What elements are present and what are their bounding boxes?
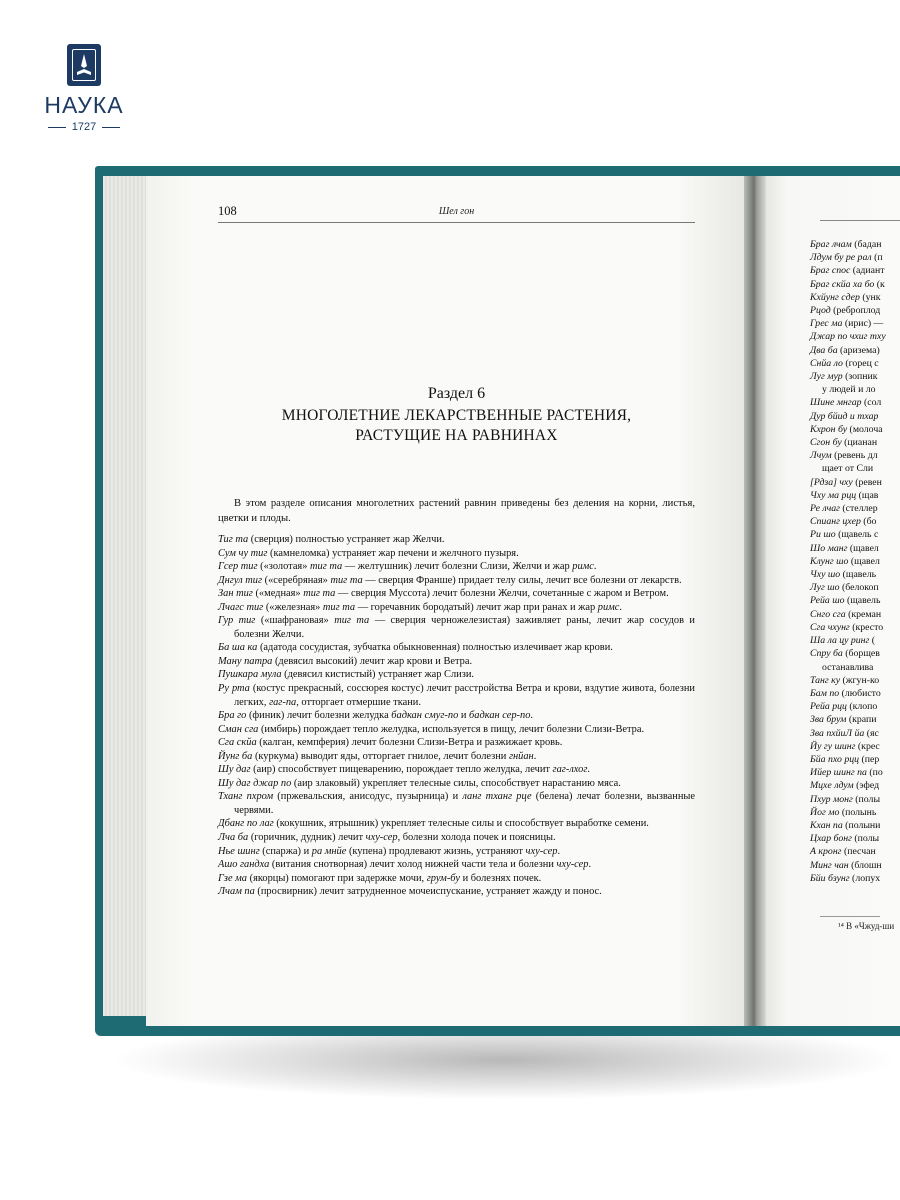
- right-page-line: Клунг шо (щавел: [810, 555, 880, 567]
- right-page-line: Ша ла цу ринг (: [810, 635, 876, 647]
- plant-entry: Гсер тиг («золотая» тиг та — желтушник) лечит болезни Слизи, Желчи и жар римс.: [218, 561, 597, 573]
- right-page-line: Рцод (реброплод: [810, 305, 881, 317]
- right-page-line: [Рдза] чху (ревен: [810, 476, 882, 488]
- right-page-line: Рейа рцц (клопо: [810, 701, 878, 713]
- page-edges: [103, 176, 148, 1016]
- section-title-line-1: МНОГОЛЕТНИЕ ЛЕКАРСТВЕННЫЕ РАСТЕНИЯ,: [281, 407, 632, 424]
- plant-entry: Пушкара мула (девясил кистистый) устраняет жар Слизи.: [218, 669, 474, 681]
- plant-entry: Лчам па (просвирник) лечит затрудненное мочеиспускание, устраняет жажду и понос.: [218, 886, 602, 898]
- publisher-year: 1727: [71, 121, 97, 133]
- right-page-line: Ре лчаг (стеллер: [810, 503, 878, 515]
- right-page-line: Зва брум (крапи: [810, 714, 877, 726]
- right-page-line: Сга чхунг (кресто: [810, 621, 884, 633]
- plant-entry: Лча ба (горичник, дудник) лечит чху-сер, болезни холода почек и поясницы.: [218, 832, 556, 844]
- right-page-line: Ийер шинг па (по: [810, 767, 883, 779]
- right-page-line: Джар по чхиг тху: [810, 331, 886, 343]
- plant-entry: Сман сга (имбирь) порождает тепло желудка, используется в пищу, лечит болезни Слизи-Ветра.: [218, 723, 645, 735]
- plant-entry: Зан тиг («медная» тиг та — сверция Муссота) лечит болезни Желчи, сочетанные с жаром и Ветром.: [218, 588, 669, 600]
- publisher-name: НАУКА: [44, 92, 124, 118]
- right-page-line: Шо манг (щавел: [810, 542, 879, 554]
- plant-entry: Сга скйа (калган, кемпферия) лечит болезни Слизи-Ветра и разжижает кровь.: [218, 737, 563, 749]
- plant-entry: Шу даг джар по (аир злаковый) укрепляет телесные силы, способствует нарастанию мяса.: [218, 777, 621, 789]
- right-page: [762, 176, 900, 1026]
- right-page-line: Браг скйа ха бо (к: [810, 278, 885, 290]
- plant-entry: Днгул тиг («серебряная» тиг та — сверция Франше) придает телу силы, лечит все болезни от лекарств.: [218, 574, 682, 586]
- plant-entry: Бра го (финик) лечит болезни желудка бадкан смуг-по и бадкан сер-по.: [218, 710, 534, 722]
- right-page-line: Кхйунг сдер (унк: [810, 291, 881, 303]
- plant-entry: Ману патра (девясил высокий) лечит жар крови и Ветра.: [218, 655, 473, 667]
- right-page-line: Лдум бу ре рал (п: [810, 252, 883, 264]
- right-page-line: Пхур монг (полы: [810, 793, 881, 805]
- right-page-line: Чху шо (щавель: [810, 569, 877, 581]
- plant-entry: Гзе ма (якорцы) помогают при задержке мочи, грум-бу и болезнях почек.: [218, 872, 542, 884]
- plant-entry: Ньe шинг (спаржа) и ра мнйе (купена) продлевают жизнь, устраняют чху-сер.: [218, 845, 561, 857]
- plant-entry: Сум чу тиг (камнеломка) устраняет жар печени и желчного пузыря.: [218, 547, 519, 559]
- right-page-line: Рейа шо (щавель: [810, 595, 881, 607]
- plant-entry: Лчагс тиг («железная» тиг та — горечавник бородатый) лечит жар при ранах и жар римс.: [218, 601, 623, 613]
- publisher-logo: [38, 44, 130, 133]
- running-head-title: Шел гон: [438, 206, 475, 217]
- right-page-line: А кронг (песчан: [810, 846, 876, 858]
- footnote: ¹⁴ В «Чжуд-ши: [838, 921, 895, 931]
- plant-entry: Тханг пхром (пржевальския, анисодус, пузырница) и ланг тханг рце (белена) лечат болезни, вызванные червями.: [218, 791, 695, 816]
- publisher-year-row: [38, 121, 130, 133]
- right-page-line: Чху ма рцц (щав: [810, 489, 879, 501]
- right-page-line: Лчум (ревень дл: [810, 450, 878, 462]
- book-emblem-icon: [67, 44, 101, 86]
- right-page-line: Мцхе лдум (эфед: [810, 780, 880, 792]
- book-gutter: [744, 176, 766, 1026]
- right-page-line: Бйи бзунг (лопух: [810, 872, 881, 884]
- plant-entry: Тиг та (сверция) полностью устраняет жар Желчи.: [218, 534, 445, 545]
- right-page-line: Бам по (любисто: [810, 687, 881, 699]
- right-page-line: Два ба (аризема): [810, 344, 880, 356]
- right-page-line: Йу гу шинг (крес: [810, 740, 880, 752]
- right-page-line: Браг спос (адиант: [810, 265, 885, 277]
- plant-entry: Шу даг (аир) способствует пищеварению, порождает тепло желудка, лечит гаг-лхог.: [218, 764, 591, 776]
- right-page-line: Бйа пхо рцц (пер: [810, 753, 880, 765]
- right-page-line: Спру ба (борщев: [810, 648, 880, 660]
- right-page-line: Спианг цхер (бо: [810, 516, 877, 528]
- right-running-head-rule: [820, 220, 900, 221]
- right-page-line: Луг мур (зопник: [810, 371, 878, 383]
- right-page-line: Минг чан (блошн: [810, 859, 882, 871]
- right-page-line: Снйа ло (горец с: [810, 357, 879, 369]
- right-page-line: Дур бйид и тхар: [810, 410, 879, 422]
- right-page-line: Брaг лчам (бадан: [810, 239, 882, 250]
- running-head: [218, 204, 695, 223]
- intro-paragraph: В этом разделе описания многолетних растений равнин приведены без деления на корни, листья, цветки и плоды.: [218, 498, 695, 524]
- section-title: [218, 406, 695, 446]
- plant-entries: [218, 533, 695, 899]
- right-page-line: Сгон бу (цианан: [810, 437, 878, 449]
- plant-entry: Ба ша ка (адатода сосудистая, зубчатка обыкновенная) полностью излечивает жар крови.: [218, 642, 613, 654]
- right-page-text: [810, 238, 900, 885]
- section-label: Раздел 6: [427, 385, 486, 402]
- plant-entry: Ашо гандха (витания снотворная) лечит холод нижней части тела и болезни чху-сер.: [218, 859, 592, 871]
- right-page-line: Ри шо (щавель с: [810, 529, 879, 541]
- right-page-line: Снго сга (креман: [810, 608, 882, 620]
- right-page-line: Танг ку (жгун-ко: [810, 674, 880, 686]
- page-number: 108: [218, 204, 237, 218]
- plant-entry: Дбанг по лаг (кокушник, ятрышник) укрепляет телесные силы и способствует выработке семени.: [218, 818, 649, 830]
- right-page-line: щает от Сли: [822, 463, 874, 475]
- plant-entry: Гур тиг («шафрановая» тиг та — сверция черножелезистая) заживляет раны, лечит жар сосудов и болезни Желчи.: [218, 615, 695, 640]
- right-page-line: Кхан па (полыни: [810, 819, 881, 831]
- footnote-rule: [820, 916, 880, 917]
- plant-entry: Ру рта (костус прекрасный, соссюрея костус) лечит расстройства Ветра и крови, вздутие живота, болезни легких, гаг-па, отторгает отмершие ткани.: [218, 683, 695, 708]
- plant-entry: Йунг ба (куркума) выводит яды, отторгает гнилое, лечит болезни гнйан.: [218, 750, 537, 762]
- right-page-line: у людей и ло: [822, 384, 876, 396]
- right-page-line: Зва пхйиЛ йа (яс: [810, 727, 879, 739]
- right-page-line: Луг шо (белокоп: [810, 582, 879, 594]
- right-page-line: Цхар бонг (полы: [810, 833, 880, 845]
- right-page-line: Грес ма (ирис) —: [810, 318, 884, 330]
- right-page-line: Шине мнгар (сол: [810, 397, 882, 409]
- right-page-line: Йог мо (полынь: [810, 806, 877, 818]
- right-page-line: Кхрон бу (молоча: [810, 423, 883, 435]
- right-page-line: останавлива: [822, 661, 874, 673]
- section-title-line-2: РАСТУЩИЕ НА РАВНИНАХ: [355, 427, 558, 444]
